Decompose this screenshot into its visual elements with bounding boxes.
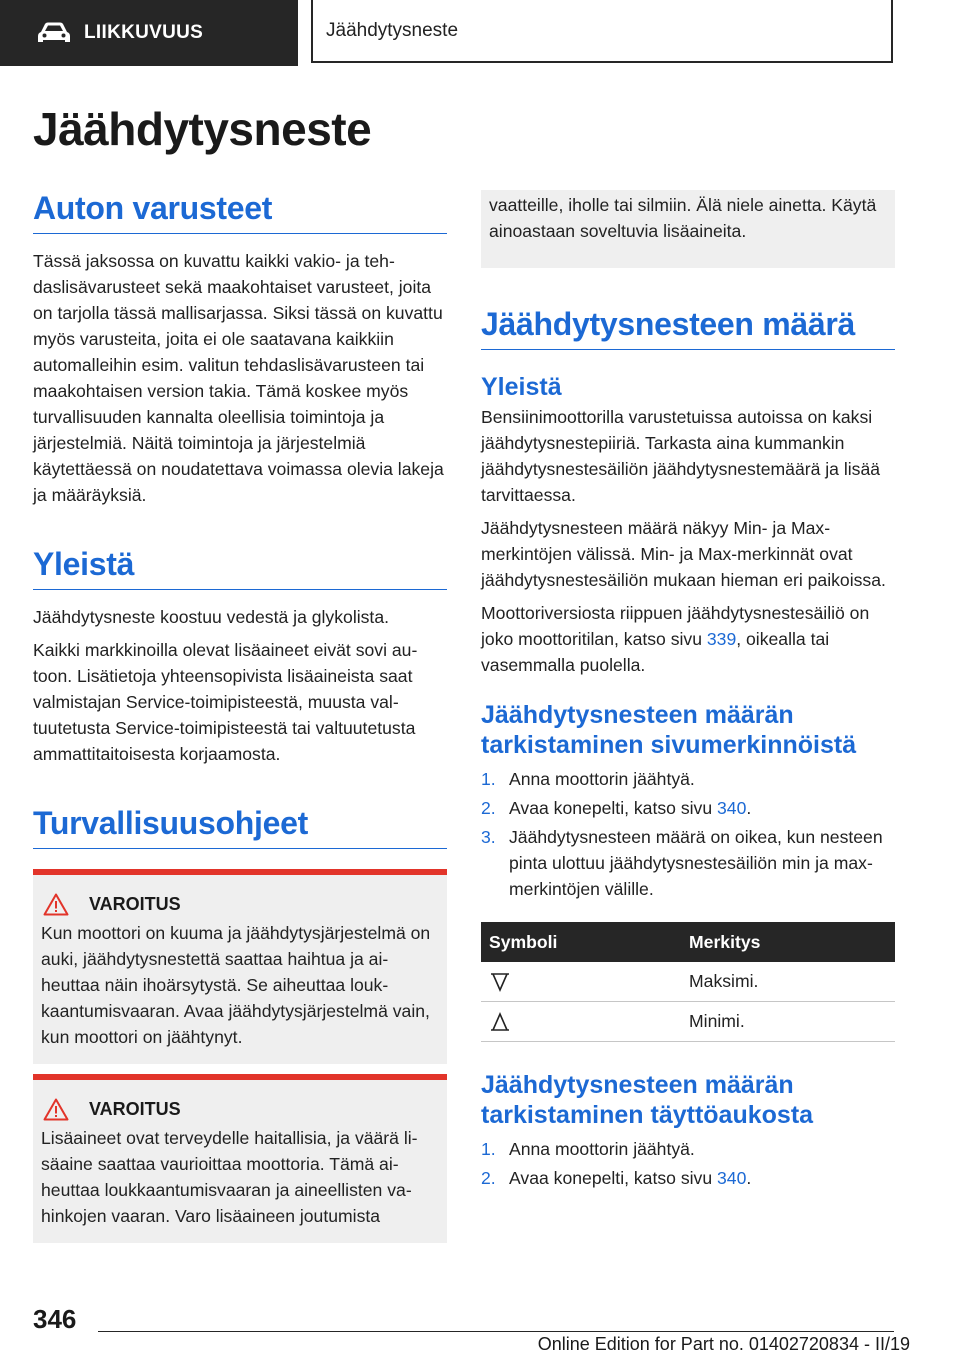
page-header	[0, 0, 960, 66]
amount-text-3: Moottoriversiosta riippuen jäähdytysnestesäiliö on joko moottoritilan, katso sivu 339, oikealla tai vasemmalla puolella.	[481, 603, 870, 675]
side-marks-heading: Jäähdytysnesteen määrän tarkistaminen sivumerkinnöistä	[481, 701, 857, 759]
amount-heading: Jäähdytysnesteen määrä	[481, 306, 895, 350]
table-header-symbol: Symboli	[481, 922, 681, 962]
warning-text: Kun moottori on kuuma ja jäähdytysjärjestelmä on auki, jäähdytysnestettä saattaa haihtua ja aiheuttaa näin ihoärsytystä. Se aiheuttaa loukkaantumisvaaran. Avaa jäähdytysjärjestelmä vain, kun moottori on jäähtynyt.	[41, 923, 431, 1047]
side-marks-steps	[481, 766, 895, 902]
equipment-heading: Auton varusteet	[33, 190, 447, 234]
safety-heading: Turvallisuusohjeet	[33, 805, 447, 849]
page-title: Jäähdytysneste	[33, 103, 372, 155]
page-link[interactable]: 339	[706, 629, 737, 649]
general-text-2: Kaikki markkinoilla olevat lisäaineet eivät sovi autoon. Lisätietoja yhteensopivista lisäaineista saat valmistajan Service-toimipisteestä, muusta valtuutetusta Service-toimipisteestä tai valtuutetusta ammattitaitoisesta korjaamosta.	[33, 640, 418, 764]
table-row	[481, 962, 895, 1002]
list-item: 3. Jäähdytysnesteen määrä on oikea, kun nesteen pinta ulottuu jäähdytysnestesäiliön min ja max-merkintöjen välille.	[481, 827, 883, 899]
footer-divider	[98, 1331, 894, 1332]
left-column	[33, 190, 447, 1243]
page-link[interactable]: 340	[717, 798, 747, 818]
page-link[interactable]: 340	[717, 1168, 747, 1188]
warning-triangle-icon	[43, 893, 69, 916]
table-cell-meaning: Minimi.	[681, 1002, 895, 1042]
list-item: 1. Anna moottorin jäähtyä.	[481, 1139, 695, 1159]
general-text-1: Jäähdytysneste koostuu vedestä ja glykolista.	[33, 607, 389, 627]
min-mark-icon	[489, 1011, 511, 1033]
table-row	[481, 1002, 895, 1042]
warning-box-2-continued	[481, 190, 895, 268]
table-cell-meaning: Maksimi.	[681, 962, 895, 1002]
page-number: 346	[33, 1304, 77, 1334]
warning-title: VAROITUS	[89, 894, 181, 914]
general-heading: Yleistä	[33, 546, 447, 590]
section-label: LIIKKUVUUS	[84, 22, 204, 43]
list-item: 2. Avaa konepelti, katso sivu 340.	[481, 798, 752, 818]
general-subheading: Yleistä	[481, 373, 562, 401]
section-tab[interactable]	[0, 0, 298, 66]
warning-text-continued: vaatteille, iholle tai silmiin. Älä niele ainetta. Käytä ainoastaan soveltuvia lisäaineita.	[489, 195, 877, 241]
footer-edition: Online Edition for Part no. 01402720834 - II/19	[537, 1334, 910, 1354]
warning-box-2	[33, 1074, 447, 1243]
amount-text-1: Bensiinimoottorilla varustetuissa autoissa on kaksi jäähdytysnestepiiriä. Tarkasta aina kummankin jäähdytysnestesäiliön jäähdytysnestemäärä ja lisää tarvittaessa.	[481, 407, 881, 505]
symbol-table	[481, 922, 895, 1042]
topic-label: Jäähdytysneste	[326, 19, 459, 41]
car-icon	[36, 21, 72, 45]
filler-steps	[481, 1136, 895, 1191]
table-header-row	[481, 922, 895, 962]
right-column	[481, 190, 895, 1194]
list-item: 2. Avaa konepelti, katso sivu 340.	[481, 1168, 752, 1188]
warning-title: VAROITUS	[89, 1099, 181, 1119]
max-mark-icon	[489, 971, 511, 993]
table-header-meaning: Merkitys	[681, 922, 895, 962]
warning-triangle-icon	[43, 1098, 69, 1121]
equipment-text: Tässä jaksossa on kuvattu kaikki vakio- ja tehdaslisävarusteet sekä maakohtaiset varusteet, joita on tarjolla tässä mallisarjassa. Siksi tässä on kuvattu myös varusteita, joita ei ole saatavana kaikkiin automalleihin esim. valitun tehdaslisävarusteen tai maakohtaisen version takia. Tämä koskee myös turvallisuuden kannalta oleellisia toimintoja ja järjestelmiä. Näitä toimintoja ja järjestelmiä käytettäessä on noudatettava voimassa olevia lakeja ja määräyksiä.	[33, 251, 444, 505]
amount-text-2: Jäähdytysnesteen määrä näkyy Min- ja Max-merkintöjen välissä. Min- ja Max-merkinnät ovat jäähdytysnestesäiliön mukaan hieman eri paikoissa.	[481, 518, 886, 590]
topic-tab[interactable]	[311, 0, 893, 63]
warning-text: Lisäaineet ovat terveydelle haitallisia, ja väärä lisäaine saattaa vaurioittaa moottoria. Tämä aiheuttaa loukkaantumisvaaran ja aineellisten vahinkojen vaaran. Varo lisäaineen joutumista	[41, 1128, 418, 1226]
warning-box-1	[33, 869, 447, 1064]
list-item: 1. Anna moottorin jäähtyä.	[481, 769, 695, 789]
filler-heading: Jäähdytysnesteen määrän tarkistaminen täyttöaukosta	[481, 1071, 814, 1129]
